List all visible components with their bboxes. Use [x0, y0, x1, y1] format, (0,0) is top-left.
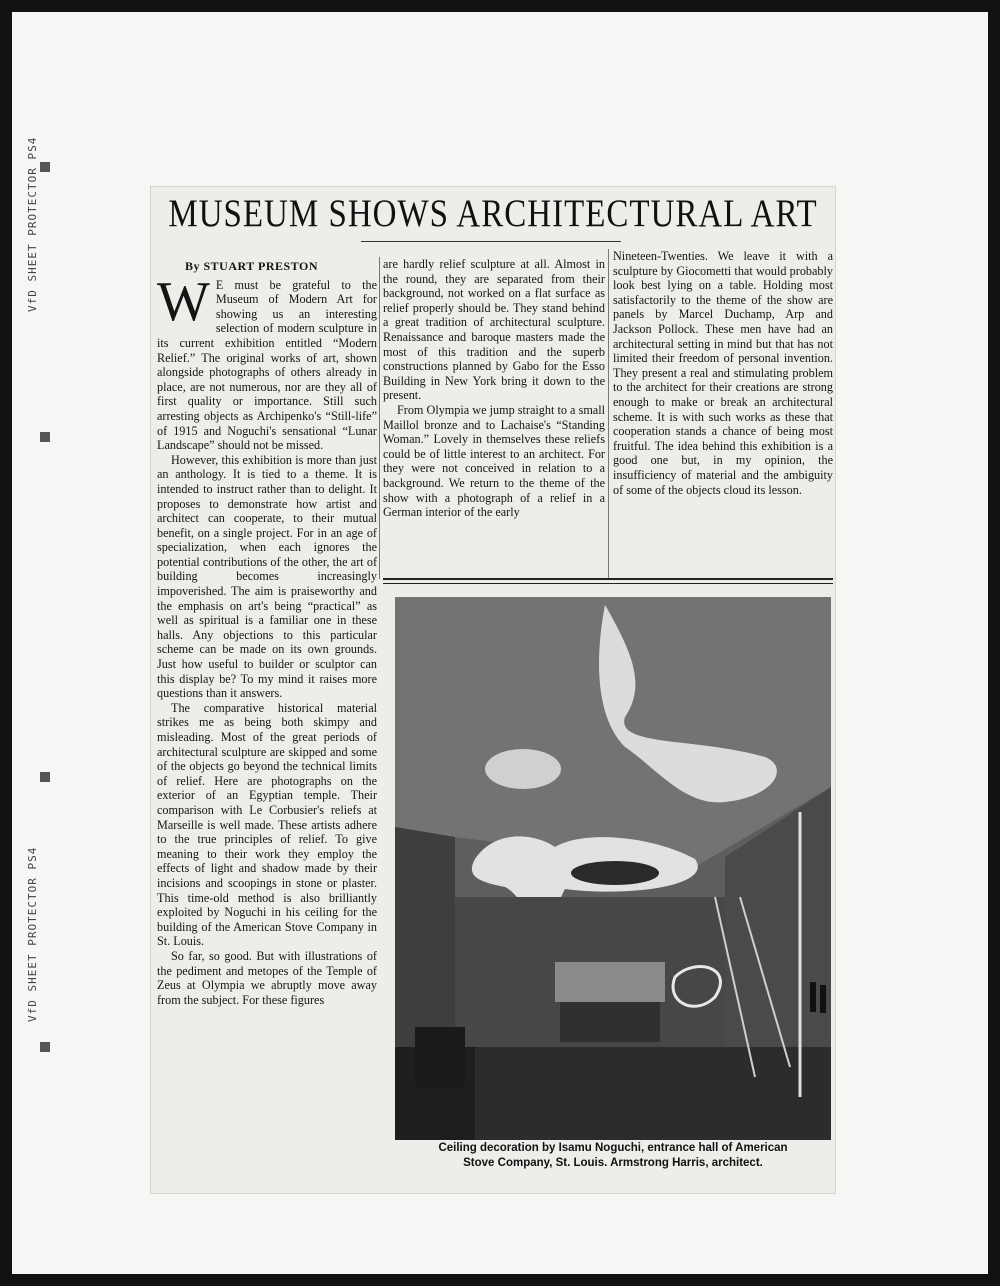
article-column-2: [383, 257, 605, 520]
paragraph: are hardly relief sculpture at all. Almost in the round, they are separated from their background, not worked on a flat surface as relief properly should be. They stand behind a great tradition of architectural sculpture. Renaissance and baroque masters made the most of this tradition and the superb constructions planned by Gabo for the Esso Building in New York bring it down to the present.: [383, 257, 605, 403]
photo-caption: [395, 1141, 831, 1171]
paragraph: From Olympia we jump straight to a small Maillol bronze and to Lachaise's “Standing Woman.” Lovely in themselves these reliefs could be of little interest to an architect. For they were not conceived in relation to a background. We return to the theme of the show with a photograph of a relief in a German interior of the early: [383, 402, 605, 520]
margin-mark: [40, 432, 50, 442]
sheet-protector-label-bottom: VfD SHEET PROTECTOR PS4: [26, 846, 39, 1022]
article-column-1: [157, 259, 377, 1007]
margin-mark: [40, 1042, 50, 1052]
margin-mark: [40, 162, 50, 172]
byline: By STUART PRESTON: [185, 259, 319, 273]
section-rule: [383, 583, 833, 584]
caption-line: Stove Company, St. Louis. Armstrong Harris, architect.: [463, 1157, 763, 1169]
column-divider: [608, 249, 609, 579]
paragraph: The comparative historical material strikes me as being both skimpy and misleading. Most of the great periods of architectural sculpture are skipped and some of the objects go beyond the technical limits of relief. Here are photographs on the exterior of an Egyptian temple. Their comparison with Le Corbusier's reliefs at Marseille is well made. These artists adhere to the true principles of relief. To give meaning to their work they employ the effects of light and shadow made by their incisions and scoopings in stone or plaster. This time-old method is also brilliantly exploited by Noguchi in his ceiling for the building of the American Stove Company in St. Louis.: [157, 700, 377, 949]
column-divider: [379, 257, 380, 579]
section-rule: [383, 578, 833, 580]
photo-image: [395, 597, 831, 1140]
drop-cap: W: [157, 270, 210, 333]
sheet-protector-label-top: VfD SHEET PROTECTOR PS4: [26, 136, 39, 312]
article-column-3: [613, 249, 833, 497]
caption-line: Ceiling decoration by Isamu Noguchi, entrance hall of American: [438, 1142, 788, 1154]
headline: MUSEUM SHOWS ARCHITECTURAL ART: [168, 193, 818, 236]
paragraph: However, this exhibition is more than just an anthology. It is tied to a theme. It is intended to instruct rather than to delight. It proposes to demonstrate how artist and architect can cooperate, to their mutual benefit, on a single project. For in an age of specialization, when each ignores the potential contributions of the other, the art of building becomes increasingly impoverished. The aim is praiseworthy and the emphasis on art's being “practical” as well as spiritual is a familiar one in these halls. Any objections to this particular scheme can be made on its own grounds. Just how useful to builder or sculptor can this display be? To my mind it raises more questions than it answers.: [157, 452, 377, 701]
margin-mark: [40, 772, 50, 782]
newspaper-clipping: [150, 186, 836, 1194]
paragraph: So far, so good. But with illustrations of the pediment and metopes of the Temple of Zeus at Olympia we abruptly move away from the subject. For these figures: [157, 948, 377, 1007]
headline-rule: [361, 241, 621, 242]
paragraph: W E must be grateful to the Museum of Modern Art for showing us an interesting selection of modern sculpture in its current exhibition entitled “Modern Relief.” The original works of art, shown alongside photographs of others already in place, are not numerous, nor are they all of first quality or importance. Still such arresting objects as Archipenko's “Still-life” of 1915 and Noguchi's sensational “Lunar Landscape” should not be missed.: [157, 270, 377, 453]
paragraph: Nineteen-Twenties. We leave it with a sculpture by Giocometti that would probably look best lying on a table. Holding most satisfactorily to the theme of the show are panels by Marcel Duchamp, Arp and Jackson Pollock. These men have had an architectural setting in mind but that has not limited their freedom of personal invention. They present a real and stimulating problem to the architect for their creations are strong enough to make or break an architectural scheme. It is with such works as these that cooperation stands a chance of being most fruitful. The idea behind this exhibition is a good one but, in my opinion, the insufficiency of material and the ambiguity of some of the objects cloud its lesson.: [613, 249, 833, 497]
photo-noguchi-ceiling: [395, 597, 831, 1140]
